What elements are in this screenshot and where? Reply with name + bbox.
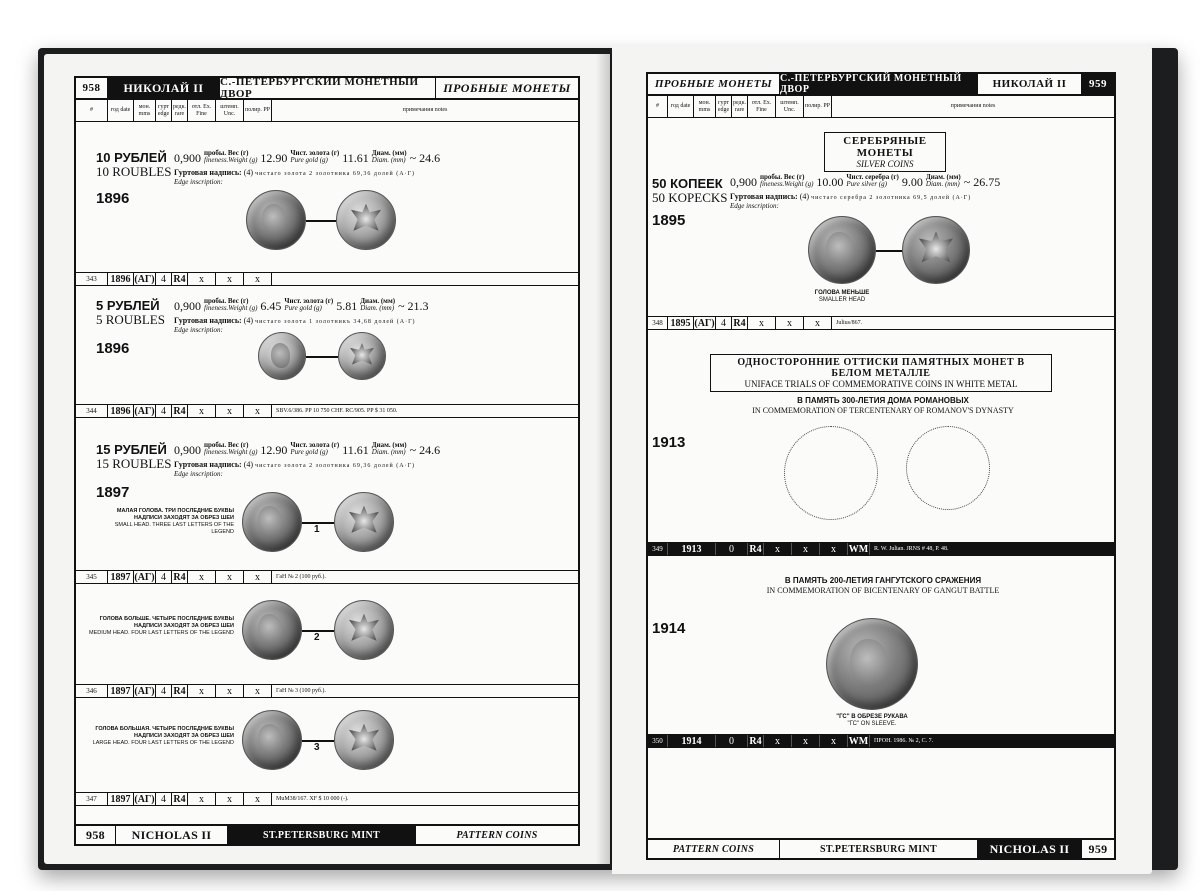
entry-year: 1896	[96, 190, 130, 207]
ruler-title: НИКОЛАЙ II	[108, 78, 220, 98]
coin-obverse-image	[246, 190, 306, 250]
missing-coin-placeholder	[906, 426, 990, 510]
page-number: 959	[1082, 74, 1114, 94]
mint-title: С.-ПЕТЕРБУРГСКИЙ МОНЕТНЫЙ ДВОР	[220, 78, 436, 98]
coin-reverse-image	[336, 190, 396, 250]
edge-inscription: Гуртовая надпись: (4) чистаго золота 1 золотникъ 34,68 долей (А·Г) Edge inscription:	[174, 316, 416, 334]
column-header	[76, 100, 578, 122]
romanov-heading: В ПАМЯТЬ 300-ЛЕТИЯ ДОМА РОМАНОВЫХ IN COMMEMORATION OF TERCENTENARY OF ROMANOV'S DYNASTY	[752, 396, 1014, 415]
entry-title-en: 5 ROUBLES	[96, 312, 165, 327]
edge-inscription: Гуртовая надпись: (4) чистаго серебра 2 золотника 69,5 долей (А·Г) Edge inscription:	[730, 192, 972, 210]
variant-note: ГОЛОВА БОЛЬШАЯ. ЧЕТЫРЕ ПОСЛЕДНИЕ БУКВЫ НАДПИСИ ЗАХОДЯТ ЗА ОБРЕЗ ШЕИ LARGE HEAD. FOUR LAST LETTERS OF THE LEGEND	[92, 726, 234, 746]
entry-year: 1913	[652, 434, 686, 451]
variant-number: 2	[314, 632, 320, 643]
entry-spec: 0,900 пробы. Вес (г) fineness.Weight (g) 12.90 Чист. золота (г) Pure gold (g) 11.61 Диам. (мм) Diam. (mm) ~ 24.6	[174, 441, 441, 457]
entry-year: 1914	[652, 620, 686, 637]
left-page-footer	[76, 824, 578, 844]
entry-spec: 0,900 пробы. Вес (г) fineness.Weight (g) 6.45 Чист. золота (г) Pure gold (g) 5.81 Диам. (мм) Diam. (mm) ~ 21.3	[174, 297, 429, 313]
col-exfine: отл. Ex. Fine	[188, 100, 216, 121]
col-pp: полир. PP	[244, 100, 272, 121]
edge-inscription: Гуртовая надпись: (4) чистаго золота 2 золотника 69,36 долей (А·Г) Edge inscription:	[174, 168, 416, 186]
table-row: 344 1896 (АГ) 4 R4 x x x SBV.6/386. PP 10 750 CHF. RC/905. PP $ 31 050.	[76, 404, 578, 418]
coin-connector	[876, 250, 902, 252]
entry-title-ru: 5 РУБЛЕЙ	[96, 298, 160, 313]
entry-title-en: 10 ROUBLES	[96, 164, 172, 179]
variant-number: 1	[314, 524, 320, 535]
variant-note: МАЛАЯ ГОЛОВА. ТРИ ПОСЛЕДНИЕ БУКВЫ НАДПИСИ ЗАХОДЯТ ЗА ОБРЕЗ ШЕИ SMALL HEAD. THREE LAST LETTERS OF THE LEGEND	[114, 508, 234, 535]
mint-title: С.-ПЕТЕРБУРГСКИЙ МОНЕТНЫЙ ДВОР	[780, 74, 978, 94]
entry-title-en: 15 ROUBLES	[96, 456, 172, 471]
variant-note: ГОЛОВА БОЛЬШЕ. ЧЕТЫРЕ ПОСЛЕДНИЕ БУКВЫ НАДПИСИ ЗАХОДЯТ ЗА ОБРЕЗ ШЕИ MEDIUM HEAD. FOUR LAST LETTERS OF THE LEGEND	[89, 616, 234, 636]
col-year: год date	[108, 100, 134, 121]
section-title: ПРОБНЫЕ МОНЕТЫ	[443, 80, 571, 95]
coin-reverse-image	[334, 710, 394, 770]
footer-mint: ST.PETERSBURG MINT	[228, 826, 416, 844]
footer-page-number: 958	[76, 826, 116, 844]
edge-inscription: Гуртовая надпись: (4) чистаго золота 2 золотника 69,36 долей (А·Г) Edge inscription:	[174, 460, 416, 478]
left-page-header	[76, 78, 578, 100]
col-rarity: редк. rare	[172, 100, 188, 121]
footer-ruler: NICHOLAS II	[978, 840, 1082, 858]
entry-spec: 0,900 пробы. Вес (г) fineness.Weight (g) 12.90 Чист. золота (г) Pure gold (g) 11.61 Диам. (мм) Diam. (mm) ~ 24.6	[174, 149, 441, 165]
left-page	[44, 54, 610, 864]
table-row: 343 1896 (АГ) 4 R4 x x x	[76, 272, 578, 286]
ruler-title: НИКОЛАЙ II	[978, 74, 1082, 94]
coin-obverse-image	[242, 600, 302, 660]
missing-coin-placeholder	[784, 426, 878, 520]
section-title: ПРОБНЫЕ МОНЕТЫ	[648, 74, 780, 94]
entry-year: 1895	[652, 212, 686, 229]
coin-reverse-image	[334, 492, 394, 552]
coin-obverse-image	[808, 216, 876, 284]
coin-reverse-image	[902, 216, 970, 284]
entry-year: 1896	[96, 340, 130, 357]
right-page-header	[648, 74, 1114, 96]
entry-year: 1897	[96, 484, 130, 501]
right-page-footer	[648, 838, 1114, 858]
table-row: 346 1897 (АГ) 4 R4 x x x ГаН № 3 (100 руб.).	[76, 684, 578, 698]
footer-section: PATTERN COINS	[456, 829, 538, 841]
entry-title-ru: 50 КОПЕЕК	[652, 176, 723, 191]
entry-title-en: 50 KOPECKS	[652, 190, 728, 205]
coin-caption: ГОЛОВА МЕНЬШЕ SMALLER HEAD	[814, 290, 870, 303]
entry-spec: 0,900 пробы. Вес (г) fineness.Weight (g) 10.00 Чист. серебра (г) Pure silver (g) 9.00 Диам. (мм) Diam. (mm) ~ 26.75	[730, 173, 1001, 189]
coin-caption: "ГС" В ОБРЕЗЕ РУКАВА "ГС" ON SLEEVE.	[836, 714, 908, 727]
coin-reverse-image	[334, 600, 394, 660]
col-num: #	[76, 100, 108, 121]
right-page-frame	[646, 72, 1116, 860]
col-edge: гурт edge	[156, 100, 172, 121]
coin-connector	[306, 220, 336, 222]
uniface-heading: ОДНОСТОРОННИЕ ОТТИСКИ ПАМЯТНЫХ МОНЕТ В БЕЛОМ МЕТАЛЛЕ UNIFACE TRIALS OF COMMEMORATIVE COINS IN WHITE METAL	[710, 354, 1052, 392]
entry-title-ru: 15 РУБЛЕЙ	[96, 442, 167, 457]
gangut-heading: В ПАМЯТЬ 200-ЛЕТИЯ ГАНГУТСКОГО СРАЖЕНИЯ IN COMMEMORATION OF BICENTENARY OF GANGUT BATTLE	[766, 576, 1000, 595]
right-page	[612, 46, 1152, 874]
column-header: # год date мон. mms гурт edge редк. rare отл. Ex. Fine штемп. Unc. полир. PP примечания notes	[648, 96, 1114, 118]
table-row: 349 1913 0 R4 x x x WM R. W. Julian. JRNS # 48, P. 48.	[648, 542, 1114, 556]
coin-obverse-image	[242, 492, 302, 552]
col-mint: мон. mms	[134, 100, 156, 121]
table-row: 350 1914 0 R4 x x x WM ПРОН. 1986. № 2, С. 7.	[648, 734, 1114, 748]
coin-reverse-image	[338, 332, 386, 380]
footer-page-number: 959	[1088, 841, 1108, 856]
table-row: 345 1897 (АГ) 4 R4 x x x ГаН № 2 (100 руб.).	[76, 570, 578, 584]
coin-obverse-image	[242, 710, 302, 770]
silver-coins-heading: СЕРЕБРЯНЫЕ МОНЕТЫ SILVER COINS	[824, 132, 946, 172]
variant-number: 3	[314, 742, 320, 753]
footer-ruler: NICHOLAS II	[116, 826, 228, 844]
table-row: 348 1895 (АГ) 4 R4 x x x Julius/867.	[648, 316, 1114, 330]
page-number: 958	[76, 78, 108, 98]
left-page-frame	[74, 76, 580, 846]
coin-obverse-image	[826, 618, 918, 710]
col-notes: примечания notes	[402, 107, 448, 113]
col-unc: штемп. Unc.	[216, 100, 244, 121]
table-row: 347 1897 (АГ) 4 R4 x x x MuM38/167. XF $ 10 000 (-).	[76, 792, 578, 806]
entry-title-ru: 10 РУБЛЕЙ	[96, 150, 167, 165]
coin-obverse-image	[258, 332, 306, 380]
footer-section: PATTERN COINS	[648, 840, 780, 858]
footer-mint: ST.PETERSBURG MINT	[780, 840, 978, 858]
coin-connector	[306, 356, 338, 358]
